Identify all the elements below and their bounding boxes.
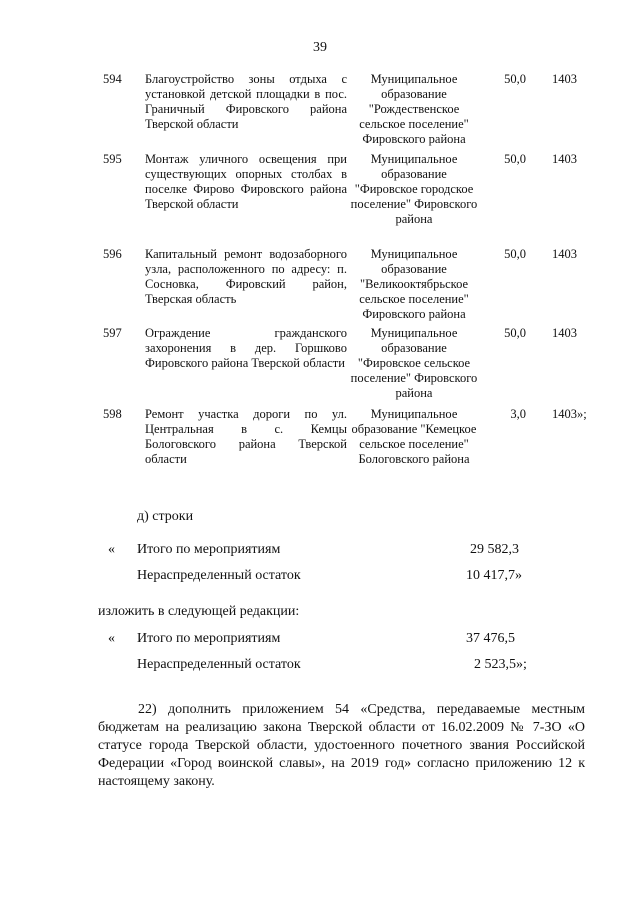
measure-name: Ограждение гражданского захоронения в дер. Горшково Фировского района Тверской области — [145, 326, 347, 370]
budget-code: 1403 — [552, 326, 577, 340]
municipality: Муниципальное образование "Фировское сельское поселение" Фировского района — [350, 326, 478, 400]
new-total-value: 37 476,5 — [466, 631, 515, 646]
budget-code: 1403 — [552, 247, 577, 261]
municipality: Муниципальное образование "Великооктябрьское сельское поселение" Фировского района — [359, 247, 469, 321]
measure-name: Капитальный ремонт водозаборного узла, расположенного по адресу: п. Сосновка, Фировский район, Тверская область — [145, 247, 347, 306]
budget-code: 1403 — [552, 152, 577, 166]
municipality: Муниципальное образование "Рождественское сельское поселение" Фировского района — [359, 72, 469, 146]
section-label: д) строки — [137, 509, 194, 524]
row-number: 595 — [103, 152, 122, 166]
amount: 3,0 — [510, 407, 526, 421]
row-number: 594 — [103, 72, 122, 86]
old-rest-value: 10 417,7» — [466, 568, 522, 583]
new-total-label: Итого по мероприятиям — [137, 631, 281, 646]
old-total-value: 29 582,3 — [470, 542, 519, 557]
page-number: 39 — [313, 40, 327, 55]
amount: 50,0 — [504, 72, 526, 86]
row-number: 597 — [103, 326, 122, 340]
new-rest-label: Нераспределенный остаток — [137, 657, 301, 672]
paragraph-22: 22) дополнить приложением 54 «Средства, передаваемые местным бюджетам на реализацию закона Тверской области от 16.02.2009 № 7-ЗО «О статусе города Тверской области, удостоенного почетного звания Российской Федерации «Город воинской славы», на 2019 год» согласно приложению 12 к настоящему закону. — [98, 702, 585, 789]
open-quote: « — [108, 542, 115, 557]
municipality: Муниципальное образование "Фировское городское поселение" Фировского района — [350, 152, 478, 226]
budget-code: 1403»; — [552, 407, 587, 421]
replace-instruction: изложить в следующей редакции: — [98, 604, 300, 619]
old-total-label: Итого по мероприятиям — [137, 542, 281, 557]
measure-name: Ремонт участка дороги по ул. Центральная в с. Кемцы Бологовского района Тверской области — [145, 407, 347, 466]
budget-code: 1403 — [552, 72, 577, 86]
measure-name: Монтаж уличного освещения при существующих опорных столбах в поселке Фирово Фировского района Тверской области — [145, 152, 347, 211]
municipality: Муниципальное образование "Кемецкое сельское поселение" Бологовского района — [351, 407, 477, 466]
row-number: 596 — [103, 247, 122, 261]
measure-name: Благоустройство зоны отдыха с установкой детской площадки в пос. Граничный Фировского района Тверской области — [145, 72, 347, 131]
amount: 50,0 — [504, 152, 526, 166]
row-number: 598 — [103, 407, 122, 421]
open-quote: « — [108, 631, 115, 646]
old-rest-label: Нераспределенный остаток — [137, 568, 301, 583]
amount: 50,0 — [504, 247, 526, 261]
new-rest-value: 2 523,5»; — [474, 657, 527, 672]
amount: 50,0 — [504, 326, 526, 340]
